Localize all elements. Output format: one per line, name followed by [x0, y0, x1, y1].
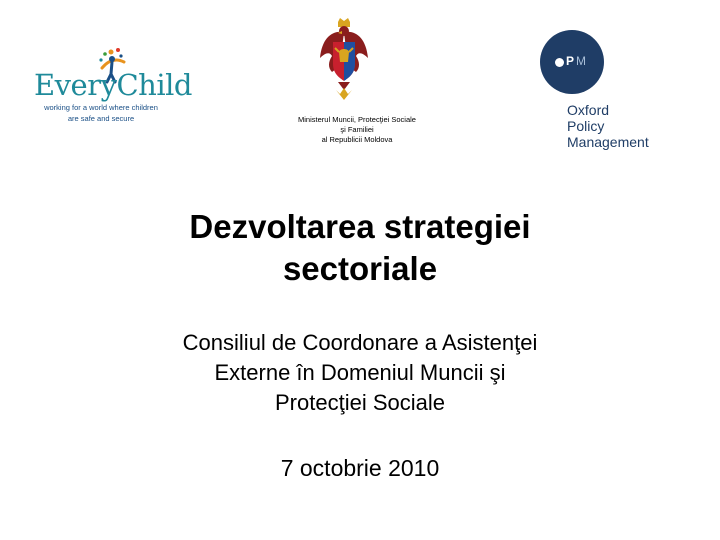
moldova-coat-of-arms-icon	[318, 18, 370, 106]
slide-title	[60, 206, 660, 290]
opm-circle-icon	[540, 30, 604, 94]
title-line-1: Dezvoltarea strategiei	[189, 208, 531, 245]
opm-line-1: Oxford	[567, 102, 610, 118]
opm-line-2: Policy	[567, 118, 605, 134]
opm-monogram-p: P	[566, 54, 575, 68]
subtitle-line-1: Consiliul de Coordonare a Asistenţei	[182, 330, 538, 355]
ministry-line-1: Ministerul Muncii, Protecţiei Sociale	[298, 115, 416, 124]
opm-line-3: Management	[567, 134, 649, 150]
oxford-policy-management-logo	[538, 30, 668, 154]
ministry-caption	[262, 115, 452, 145]
subtitle-line-2: Externe în Domeniul Muncii şi	[214, 360, 506, 385]
opm-dot-icon	[555, 58, 564, 67]
subtitle-line-3: Protecţiei Sociale	[275, 390, 445, 415]
title-line-2: sectoriale	[282, 250, 438, 287]
ministry-line-2: şi Familiei	[340, 125, 374, 134]
opm-monogram-m: M	[576, 54, 587, 68]
slide-date: 7 octobrie 2010	[280, 455, 440, 481]
everychild-wordmark: EveryChild	[34, 68, 192, 102]
slide-subtitle	[60, 328, 660, 418]
ministry-line-3: al Republicii Moldova	[321, 135, 393, 144]
everychild-tagline-1: working for a world where children	[44, 103, 158, 112]
opm-wordmark	[567, 102, 649, 150]
everychild-logo	[34, 44, 192, 134]
everychild-tagline-2: are safe and secure	[67, 114, 135, 123]
